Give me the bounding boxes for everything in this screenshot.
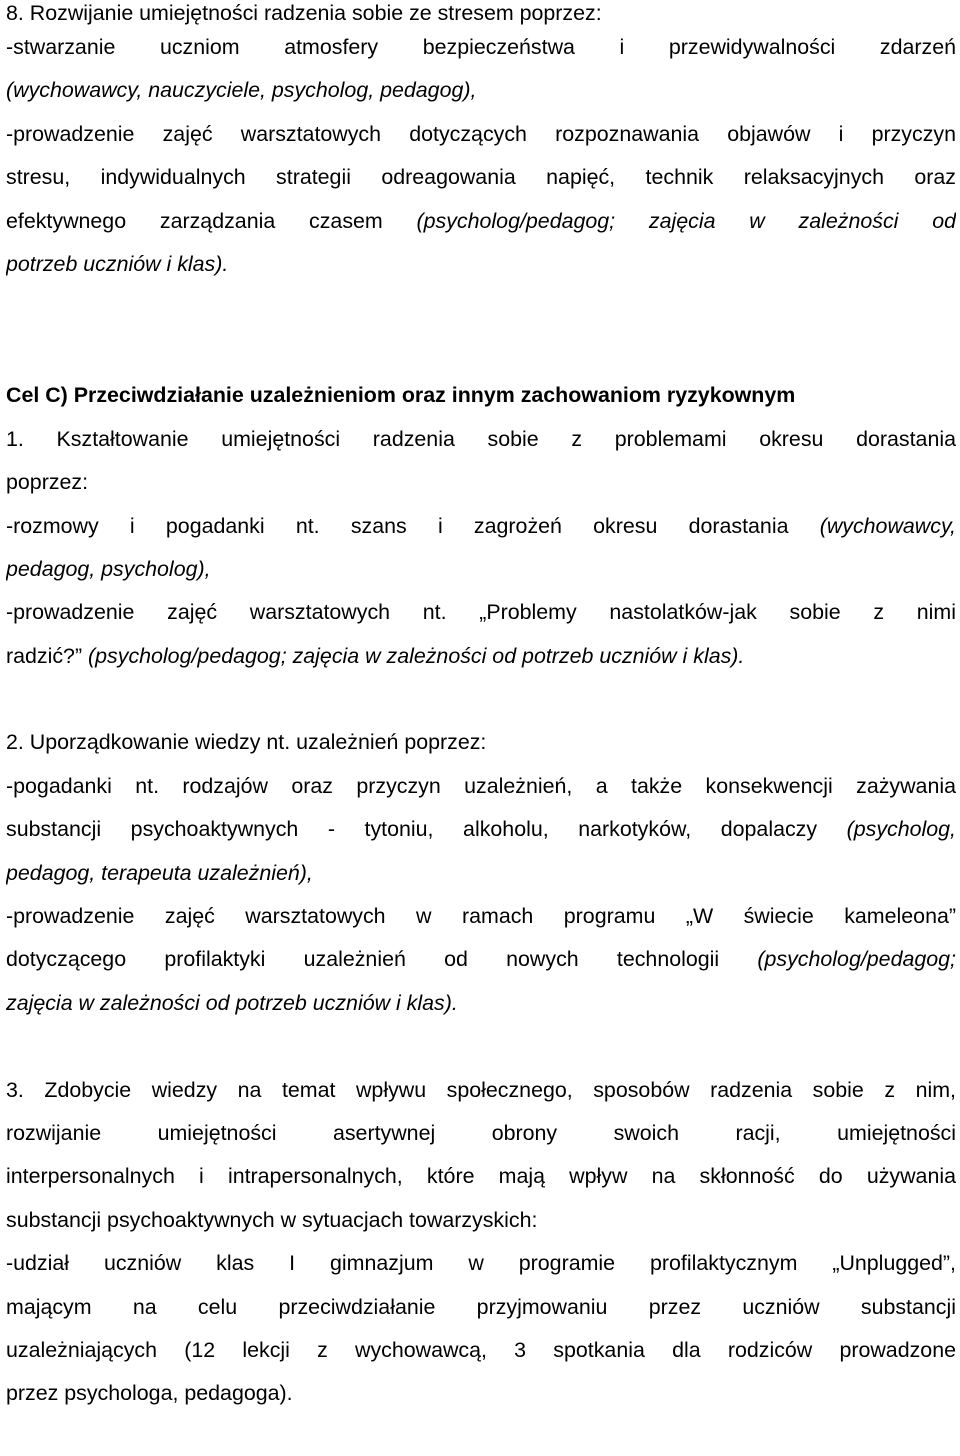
- text-line: pedagog, terapeuta uzależnień),: [6, 860, 313, 885]
- text-line: interpersonalnych i intrapersonalnych, które mają wpływ na skłonność do używania: [6, 1164, 956, 1189]
- point-1-title: 1. Kształtowanie umiejętności radzenia sobie z problemami okresu dorastania: [6, 426, 956, 451]
- text-line: stresu, indywidualnych strategii odreagowania napięć, technik relaksacyjnych oraz: [6, 165, 956, 190]
- text-line: -prowadzenie zajęć warsztatowych dotyczących rozpoznawania objawów i przyczyn: [6, 121, 956, 146]
- text-line: -udział uczniów klas I gimnazjum w programie profilaktycznym „Unplugged”,: [6, 1251, 956, 1276]
- text-line: (wychowawcy, nauczyciele, psycholog, pedagog),: [6, 78, 477, 103]
- point-3-title: 3. Zdobycie wiedzy na temat wpływu społecznego, sposobów radzenia sobie z nim,: [6, 1077, 956, 1102]
- text-line: dotyczącego profilaktyki uzależnień od nowych technologii (psycholog/pedagog;: [6, 947, 956, 972]
- text-line: uzależniających (12 lekcji z wychowawcą, 3 spotkania dla rodziców prowadzone: [6, 1337, 956, 1362]
- text-line: substancji psychoaktywnych - tytoniu, alkoholu, narkotyków, dopalaczy (psycholog,: [6, 817, 956, 842]
- text-line: substancji psychoaktywnych w sytuacjach towarzyskich:: [6, 1207, 538, 1232]
- text-line: potrzeb uczniów i klas).: [6, 251, 229, 276]
- section-8-title: 8. Rozwijanie umiejętności radzenia sobie ze stresem poprzez:: [6, 1, 602, 25]
- text-line: -rozmowy i pogadanki nt. szans i zagrożeń okresu dorastania (wychowawcy,: [6, 513, 956, 538]
- text-line: -prowadzenie zajęć warsztatowych w ramach programu „W świecie kameleona”: [6, 904, 956, 929]
- text-line: -prowadzenie zajęć warsztatowych nt. „Problemy nastolatków-jak sobie z nimi: [6, 600, 956, 625]
- text-line: radzić?” (psycholog/pedagog; zajęcia w zależności od potrzeb uczniów i klas).: [6, 643, 745, 668]
- text-line: rozwijanie umiejętności asertywnej obrony swoich racji, umiejętności: [6, 1120, 956, 1145]
- text-line: zajęcia w zależności od potrzeb uczniów i klas).: [6, 990, 458, 1015]
- text-line: pedagog, psycholog),: [6, 556, 211, 581]
- text-line: -stwarzanie uczniom atmosfery bezpieczeństwa i przewidywalności zdarzeń: [6, 35, 956, 59]
- text-line: efektywnego zarządzania czasem (psycholog/pedagog; zajęcia w zależności od: [6, 208, 956, 233]
- text-line: przez psychologa, pedagoga).: [6, 1381, 293, 1406]
- text-line: -pogadanki nt. rodzajów oraz przyczyn uzależnień, a także konsekwencji zażywania: [6, 773, 956, 798]
- text-line: mającym na celu przeciwdziałanie przyjmowaniu przez uczniów substancji: [6, 1294, 956, 1319]
- text-line: poprzez:: [6, 470, 89, 495]
- section-heading: Cel C) Przeciwdziałanie uzależnieniom oraz innym zachowaniom ryzykownym: [6, 383, 796, 408]
- point-2-title: 2. Uporządkowanie wiedzy nt. uzależnień poprzez:: [6, 730, 487, 755]
